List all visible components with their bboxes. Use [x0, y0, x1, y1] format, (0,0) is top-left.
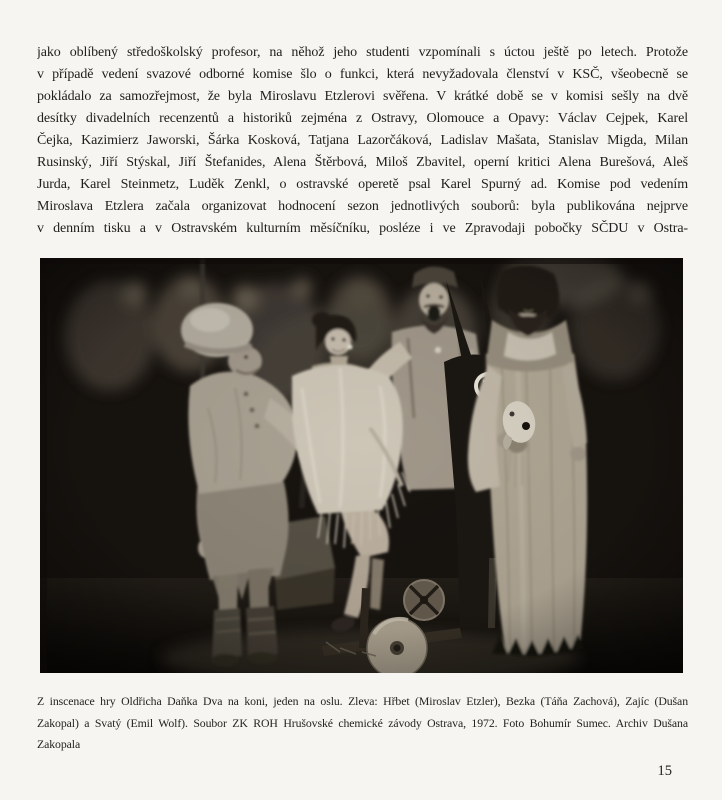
- body-text-line-5: Čejka, Kazimierz Jaworski, Šárka Kosková, Tatjana Lazorčáková, Ladislav Mašata, Stanislav Migda, Milan: [37, 133, 688, 148]
- body-text-line-1: jako oblíbený středoškolský profesor, na něhož jeho studenti vzpomínali s úctou ještě po letech. Protože: [37, 45, 688, 60]
- body-text-line-7: Jurda, Karel Steinmetz, Luděk Zenkl, o ostravské operetě psal Karel Spurný ad. Komise pod vedením: [37, 177, 688, 192]
- body-text-line-3: pokládalo za samozřejmost, že byla Miroslavu Etzlerovi svěřena. V krátké době se v komisi sešly na dvě: [37, 89, 688, 104]
- body-paragraph: [37, 42, 688, 240]
- body-text-line-8: Miroslava Etzlera začala organizovat hodnocení sezon jednotlivých souborů: byla publikována nejprve: [37, 199, 688, 214]
- photo-vignette: [40, 258, 683, 673]
- caption-line-3: Zakopala: [37, 737, 81, 751]
- body-text-line-9: v denním tisku a v Ostravském kulturním měsíčníku, posléze i ve Zpravodaji pobočky SČDU v Ostra-: [37, 221, 688, 236]
- caption-line-1: Z inscenace hry Oldřicha Daňka Dva na koni, jeden na oslu. Zleva: Hřbet (Miroslav Etzler), Bezka (Táňa Zachová), Zajíc (Dušan: [37, 694, 688, 708]
- caption-line-2: Zakopal) a Svatý (Emil Wolf). Soubor ZK ROH Hrušovské chemické závody Ostrava, 1972. Foto Bohumír Sumec. Archiv Dušana: [37, 715, 688, 730]
- production-photo-image: [40, 258, 683, 673]
- body-text-line-2: v případě vedení svazové odborné komise šlo o funkci, která nevyžadovala členství v KSČ, všeobecně se: [37, 67, 688, 82]
- page-number: 15: [657, 763, 672, 779]
- production-photo: [40, 258, 683, 673]
- photo-caption: [37, 691, 688, 756]
- body-text-line-6: Rusinský, Jiří Stýskal, Jiří Štefanides, Alena Štěrbová, Miloš Zbavitel, operní kritici Alena Burešová, Aleš: [37, 155, 688, 170]
- body-text-line-4: desítky divadelních recenzentů a historiků zejména z Ostravy, Olomouce a Opavy: Václav Cejpek, Karel: [37, 111, 688, 126]
